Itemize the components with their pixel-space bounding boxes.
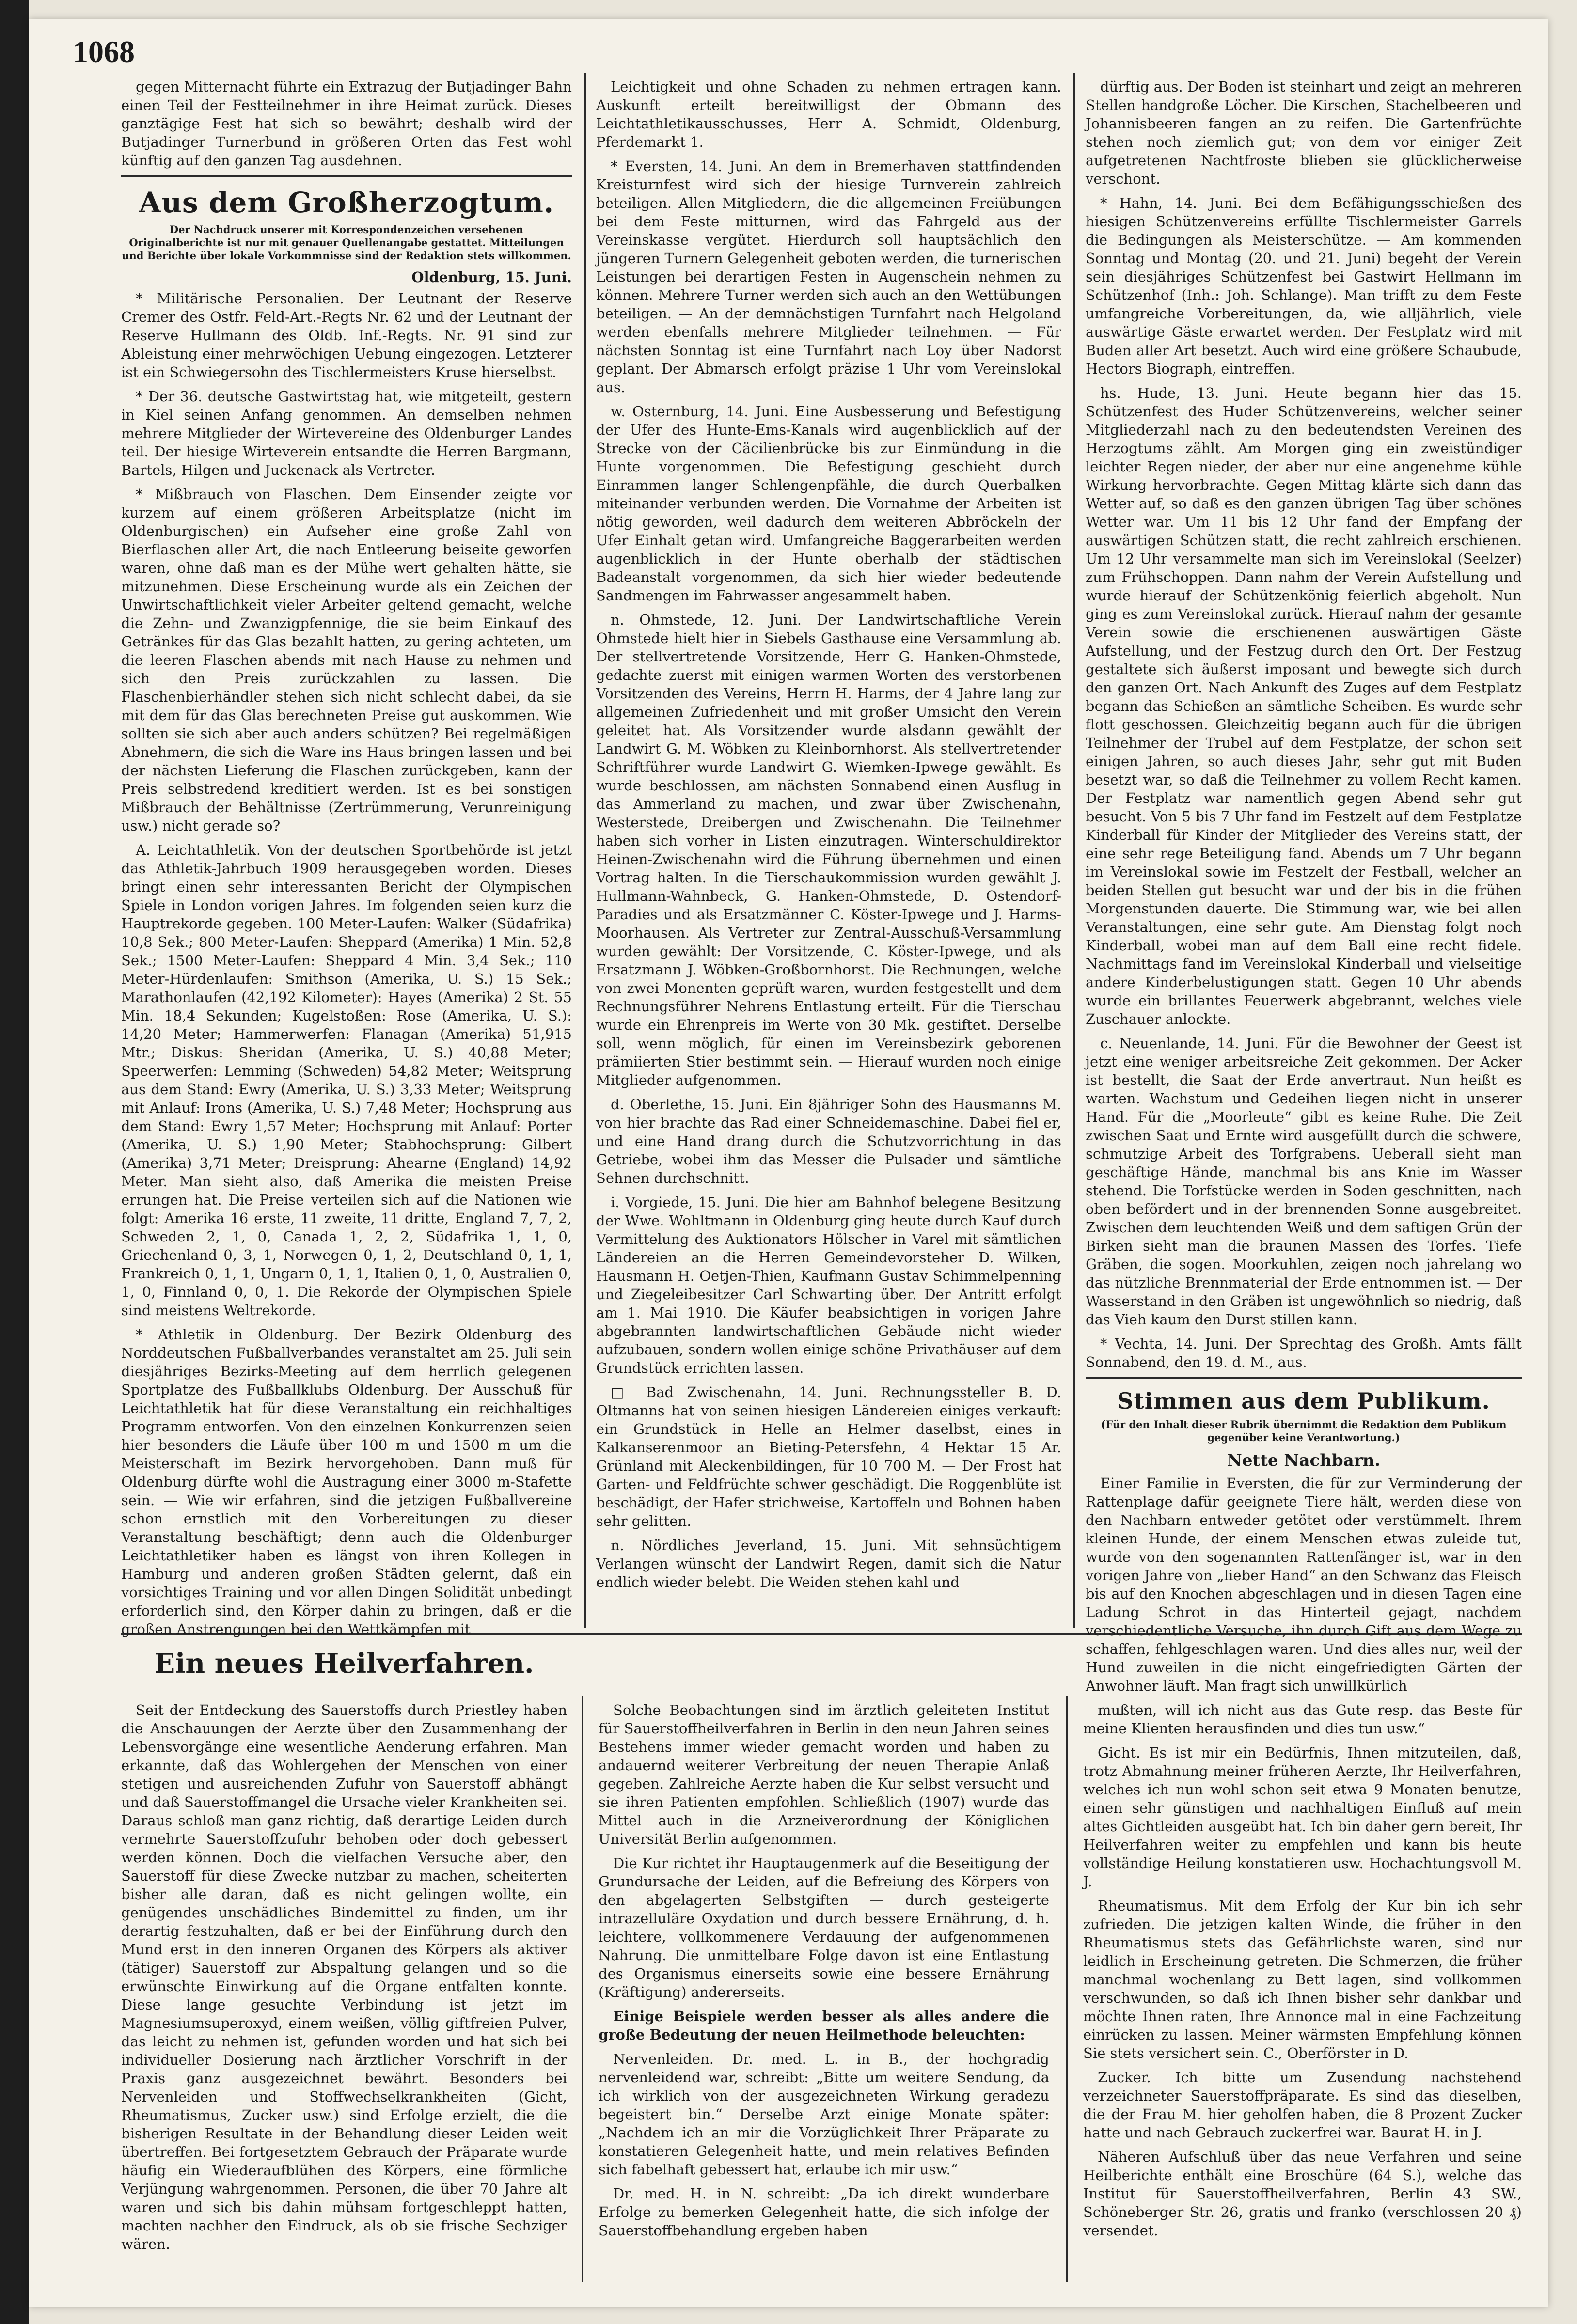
advertorial-headline: Ein neues Heilverfahren. (154, 1648, 534, 1680)
news-item: * Mißbrauch von Flaschen. Dem Einsender zeigte vor kurzem auf einem größeren Arbeitsplatze (nicht im Oldenburgischen) ein Aufseher eine große Zahl von Bierflaschen aller Art, die nach Entleerung beiseite geworfen waren, ohne daß man es der Mühe wert gehalten hätte, sie mitzunehmen. Diese Erscheinung wurde als ein Zeichen der Unwirtschaftlichkeit vieler Arbeiter geltend gemacht, welche die Zehn- und Zwanzigpfennige, die sie beim Einkauf des Getränkes für das Glas bezahlt hatten, zu gering achteten, um die leeren Flaschen abends mit nach Hause zu nehmen und sich den Preis zurückzahlen zu lassen. Die Flaschenbierhändler stehen sich nicht schlecht dabei, da sie mit dem für das Glas berechneten Preise gut auskommen. Wie sollten sie sich aber auch anders schützen? Bei regelmäßigen Abnehmern, die sich die Ware ins Haus bringen lassen und bei der nächsten Lieferung die Flaschen zurückgeben, kann der Preis selbstredend kreditiert werden. Ist es bei sonstigen Mißbrauch der Behältnisse (Zertrümmerung, Verunreinigung usw.) nicht gerade so? (121, 486, 572, 834)
advertorial-section (121, 1648, 1522, 2287)
news-item: * Der 36. deutsche Gastwirtstag hat, wie mitgeteilt, gestern in Kiel seinen Anfang genommen. An demselben nehmen mehrere Mitglieder der Wirtevereine des Oldenburger Landes teil. Der hiesige Wirteverein entsandte die Herren Bargmann, Bartels, Hilgen und Juckenack als Vertreter. (121, 388, 572, 478)
brochure-notice: Näheren Aufschluß über das neue Verfahren und seine Heilberichte enthält eine Broschüre (64 S.), welche das Institut für Sauerstoffheilverfahren, Berlin 43 SW., Schöneberger Str. 26, gratis und franko (verschlossen 20 ₰) versendet. (1083, 2149, 1522, 2239)
news-item: * Militärische Personalien. Der Leutnant der Reserve Cremer des Ostfr. Feld-Art.-Regts Nr. 62 und der Leutnant der Reserve Hullmann des Oldb. Inf.-Regts. Nr. 91 sind zur Ableistung einer mehrwöchigen Uebung eingezogen. Letzterer ist ein Schwiegersohn des Tischlermeisters Kruse hierselbst. (121, 290, 572, 380)
news-item: * Athletik in Oldenburg. Der Bezirk Oldenburg des Norddeutschen Fußballverbandes veranstaltet am 25. Juli sein diesjähriges Bezirks-Meeting auf dem herrlich gelegenen Sportplatze des Fußballklubs Oldenburg. Der Ausschuß für Leichtathletik hat für diese Veranstaltung ein reichhaltiges Programm entworfen. Von den einzelnen Konkurrenzen seien hier besonders die Läufe über 100 m und 1500 m um die Meisterschaft im Bezirk hervorgehoben. Dann muß für Oldenburg dürfte wohl die Austragung einer 3000 m-Stafette sein. — Wie wir erfahren, sind die jetzigen Fußballvereine schon ernstlich mit den Vorbereitungen zu dieser Veranstaltung beschäftigt; denn auch die Oldenburger Leichtathletiker haben es längst von ihren Kollegen in Hamburg und anderen großen Städten gelernt, daß ein vorsichtiges Training und vor allen Dingen Solidität unbedingt erforderlich sind, den Körper dahin zu bringen, daß er die großen Anstrengungen bei den Wettkämpfen mit (121, 1326, 572, 1637)
column-rule (1073, 73, 1075, 1628)
page-number: 1068 (73, 34, 135, 69)
testimonial: Dr. med. H. in N. schreibt: „Da ich direkt wunderbare Erfolge zu bemerken Gelegenheit hatte, die sich infolge der Sauerstoffbehandlung ergeben haben (599, 2185, 1049, 2239)
headline-rule (121, 175, 572, 177)
advertorial-paragraph: Solche Beobachtungen sind im ärztlich geleiteten Institut für Sauerstoffheilverfahren in Berlin in den neun Jahren seines Bestehens immer wieder gemacht worden und haben zu andauernd weiterer Verbreitung der neuen Therapie Anlaß gegeben. Zahlreiche Aerzte haben die Kur selbst versucht und sie ihren Patienten empfohlen. Schließlich (1907) wurde das Mittel auch in die Arzneiverordnung der Königlichen Universität Berlin aufgenommen. (599, 1702, 1049, 1847)
advertorial-paragraph: Seit der Entdeckung des Sauerstoffs durch Priestley haben die Anschauungen der Aerzte über den Zusammenhang der Lebensvorgänge eine wesentliche Aenderung erfahren. Man erkannte, daß das Wohlergehen der Menschen von einer stetigen und ausreichenden Zufuhr von Sauerstoff abhängt und daß Sauerstoffmangel die Ursache vieler Krankheiten sei. Daraus schloß man ganz richtig, daß derartige Leiden durch vermehrte Sauerstoffzufuhr behoben oder doch gebessert werden können. Doch die vielfachen Versuche aber, den Sauerstoff für diese Zwecke nutzbar zu machen, scheiterten bisher alle daran, daß es nicht gelingen wollte, ein genügendes unschädliches Bindemittel zu finden, um ihr derartig festzuhalten, daß er bei der Einführung durch den Mund erst in den inneren Organen des Körpers als aktiver (tätiger) Sauerstoff zur Abspaltung gelangen und so die erwünschte Einwirkung auf die Organe entfalten konnte. Diese lange gesuchte Verbindung ist jetzt im Magnesiumsuperoxyd, einem weißen, völlig giftfreien Pulver, das leicht zu nehmen ist, gefunden worden und hat sich bei individueller Dosierung nach ärztlicher Vorschrift in der Praxis ganz ausgezeichnet bewährt. Besonders bei Nervenleiden und Stoffwechselkrankheiten (Gicht, Rheumatismus, Zucker usw.) sind Erfolge erzielt, die die bisherigen Resultate in der Behandlung dieser Leiden weit übertreffen. Bei fortgesetztem Gebrauch der Präparate wurde häufig ein Wiederaufblühen des Körpers, eine förmliche Verjüngung wahrgenommen. Personen, die über 70 Jahre alt waren und sich bis dahin mühsam fortgeschleppt hatten, machten nachher den Eindruck, als ob sie frische Sechziger wären. (121, 1702, 567, 2252)
reprint-notice: Der Nachdruck unserer mit Korrespondenzeichen versehenen Originalberichte ist nur mit genauer Quellenangabe gestattet. Mitteilungen und Berichte über lokale Vorkommnisse sind der Redaktion stets willkommen. (122, 223, 571, 262)
advertorial-column-3 (1083, 1701, 1522, 2282)
column-rule (584, 73, 586, 1628)
column-rule (1066, 1696, 1068, 2282)
testimonial: Gicht. Es ist mir ein Bedürfnis, Ihnen mitzuteilen, daß, trotz Abmahnung meiner früheren Aerzte, Ihr Heilverfahren, welches ich nun wohl schon seit etwa 9 Monaten benutze, einen sehr günstigen und nachhaltigen Einfluß auf mein altes Gichtleiden ausgeübt hat. Ich bin daher gern bereit, Ihr Heilverfahren weiter zu empfehlen und kann bis heute vollständige Heilung konstatieren usw. Hochachtungsvoll M. J. (1083, 1744, 1522, 1890)
column-1 (121, 78, 572, 1637)
news-item: n. Nördliches Jeverland, 15. Juni. Mit sehnsüchtigem Verlangen wünscht der Landwirt Regen, damit sich die Natur endlich wieder belebt. Die Weiden stehen kahl und (596, 1537, 1061, 1590)
news-item: □ Bad Zwischenahn, 14. Juni. Rechnungssteller B. D. Oltmanns hat von seinen hiesigen Ländereien einiges verkauft: ein Grundstück in Helle an Helmer daselbst, eines in Kalkanserenmoor an Bieting-Petersfehn, 4 Hektar 15 Ar. Grünland mit Aleckenbildingen, für 10 700 M. — Der Frost hat Garten- und Feldfrüchte schwer geschädigt. Die Roggenblüte ist beschädigt, der Hafer strichweise, Kartoffeln und Bohnen haben sehr gelitten. (596, 1384, 1061, 1529)
advertorial-column-1 (121, 1701, 567, 2282)
testimonial: Nervenleiden. Dr. med. L. in B., der hochgradig nervenleidend war, schreibt: „Bitte um weitere Sendung, da ich wirklich von der ausgezeichneten Wirkung geradezu begeistert bin.“ Derselbe Arzt einige Monate später: „Nachdem ich an mir die Vorzüglichkeit Ihrer Präparate zu konstatieren Gelegenheit hatte, und mein relatives Befinden sich fabelhaft gebessert hat, erlaube ich mir usw.“ (599, 2051, 1049, 2178)
column-2 (596, 78, 1061, 1618)
letter-text: Einer Familie in Eversten, die für zur Verminderung der Rattenplage dafür geeignete Tiere hält, werden diese von den Nachbarn entweder getötet oder verstümmelt. Ihrem kleinen Hunde, der einem Menschen etwas zuleide tut, wurde von den sogenannten Rattenfänger ist, war in den vorigen Jahre von „lieber Hand“ an den Schwanz das Fleisch bis auf den Knochen abgeschlagen und in diesen Tagen eine Ladung Schrot in das Hinterteil gejagt, nachdem verschiedentliche Versuche, ihn durch Gift aus dem Wege zu schaffen, fehlgeschlagen waren. Und dies alles nur, weil der Hund zuweilen in die nicht eingefriedigten Gärten der Anwohner läuft. Man fragt sich unwillkürlich (1086, 1475, 1522, 1694)
stimmen-disclaimer: (Für den Inhalt dieser Rubrik übernimmt die Redaktion dem Publikum gegenüber keine Verantwortung.) (1101, 1418, 1507, 1444)
advertorial-paragraph: Einige Beispiele werden besser als alles andere die große Bedeutung der neuen Heilmethode beleuchten: (599, 2008, 1049, 2043)
news-item: * Vechta, 14. Juni. Der Sprechtag des Großh. Amts fällt Sonnabend, den 19. d. M., aus. (1086, 1335, 1522, 1370)
news-item: * Hahn, 14. Juni. Bei dem Befähigungsschießen des hiesigen Schützenvereins erfüllte Tischlermeister Garrels die Bedingungen als Meisterschütze. — Am kommenden Sonntag und Montag (20. und 21. Juni) begeht der Verein sein diesjähriges Schützenfest bei Gastwirt Hellmann im Schützenhof (Inh.: Joh. Schlange). Man trifft zu dem Feste umfangreiche Vorbereitungen, da, wie alljährlich, viele auswärtige Gäste erwartet werden. Der Festplatz wird mit Buden aller Art besetzt. Auch wird eine größere Schaubude, Hectors Biograph, eintreffen. (1086, 195, 1522, 377)
news-item: w. Osternburg, 14. Juni. Eine Ausbesserung und Befestigung der Ufer des Hunte-Ems-Kanals wird augenblicklich auf der Strecke von der Cäcilienbrücke bis zur Einmündung in die Hunte vorgenommen. Die Befestigung geschieht durch Einrammen langer Schlengenpfähle, die durch Querbalken miteinander verbunden werden. Die Vornahme der Arbeiten ist nötig geworden, weil dadurch dem weiteren Abbröckeln der Ufer Einhalt getan wird. Umfangreiche Baggerarbeiten werden augenblicklich in der Hunte oberhalb der städtischen Badeanstalt vorgenommen, da sich hier wieder bedeutende Sandmengen im Fahrwasser angesammelt haben. (596, 403, 1061, 604)
letter-title: Nette Nachbarn. (1227, 1451, 1381, 1470)
column-3 (1086, 78, 1522, 1694)
testimonial: Rheumatismus. Mit dem Erfolg der Kur bin ich sehr zufrieden. Die jetzigen kalten Winde, die früher in den Rheumatismus stets das Gefährlichste waren, sind nur leidlich in Erscheinung getreten. Die Schmerzen, die früher manchmal wochenlang zu Bett lagen, sind vollkommen verschwunden, so daß ich Ihnen bisher sehr dankbar und möchte Ihnen raten, Ihre Annonce mal in eine Fachzeitung einrücken zu lassen. Meiner wärmsten Empfehlung können Sie stets versichert sein. C., Oberförster in D. (1083, 1898, 1522, 2061)
scan-edge (0, 0, 29, 2324)
news-item: dürftig aus. Der Boden ist steinhart und zeigt an mehreren Stellen handgroße Löcher. Die Kirschen, Stachelbeeren und Johannisbeeren fangen an zu reifen. Die Gartenfrüchte stehen noch ziemlich gut; von dem vor einiger Zeit aufgetretenen Nachtfroste blieben sie glücklicherweise verschont. (1086, 79, 1522, 187)
news-item: c. Neuenlande, 14. Juni. Für die Bewohner der Geest ist jetzt eine weniger arbeitsreiche Zeit gekommen. Der Acker ist bestellt, die Saat der Erde anvertraut. Nun heißt es warten. Wachstum und Gedeihen liegen nicht in unserer Hand. Für die „Moorleute“ gibt es keine Ruhe. Die Zeit zwischen Saat und Ernte wird ausgefüllt durch die schwere, schmutzige Arbeit des Torfgrabens. Ueberall sieht man geschäftige Hände, manchmal bis ans Knie im Wasser stehend. Die Torfstücke werden in Soden geschnitten, nach oben befördert und in der brennenden Sonne ausgebreitet. Zwischen dem leuchtenden Weiß und dem saftigen Grün der Birken sieht man die braunen Massen des Torfes. Tiefe Gräben, die sogen. Moorkuhlen, zeigen noch jahrelang wo das nützliche Brennmaterial der Erde entnommen ist. — Der Wasserstand in den Gräben ist ungewöhnlich so niedrig, daß das Vieh kaum den Durst stillen kann. (1086, 1035, 1522, 1328)
column-rule (582, 1696, 583, 2282)
news-item: hs. Hude, 13. Juni. Heute begann hier das 15. Schützenfest des Huder Schützenvereins, welcher seiner Mitgliederzahl nach zu den bedeutendsten Vereinen des Herzogtums zählt. Am Morgen ging ein zweistündiger leichter Regen nieder, der aber nur eine angenehme kühle Wirkung hervorbrachte. Gegen Mittag klärte sich dann das Wetter auf, so daß es den ganzen übrigen Tag über schönes Wetter war. Um 11 bis 12 Uhr fand der Empfang der auswärtigen Schützen statt, die recht zahlreich erschienen. Um 12 Uhr versammelte man sich im Vereinslokal (Seelzer) zum Frühschoppen. Dann nahm der Verein Aufstellung und wurde hierauf der Schützenkönig feierlich abgeholt. Nun ging es zum Vereinslokal zurück. Hierauf nahm der gesamte Verein sowie die erschienenen auswärtigen Gäste Aufstellung, und der Festzug durch den Ort. Der Festzug gestaltete sich äußerst imposant und bewegte sich durch den ganzen Ort. Nach Ankunft des Zuges auf dem Festplatz begann das Schießen an sämtliche Scheiben. Es wurde sehr flott geschossen. Gleichzeitig begann auch für die übrigen Teilnehmer der Trubel auf dem Festplatze, der schon seit einigen Jahren, so auch dieses Jahr, sehr gut mit Buden besetzt war, so daß die Teilnehmer zu vollem Recht kamen. Der Festplatz war namentlich gegen Abend sehr gut besucht. Von 5 bis 7 Uhr fand im Festzelt auf dem Festplatze Kinderball für Kinder der Mitglieder des Vereins statt, der eine sehr rege Beteiligung fand. Abends um 7 Uhr begann im Vereinslokal sowie im Festzelt der Festball, welcher an beiden Stellen gut besucht war und der bis in die frühen Morgenstunden dauerte. Die Stimmung war, wie bei allen Veranstaltungen, eine sehr gute. Am Dienstag folgt noch Kinderball, wobei man auf dem Ball eine recht fidele. Nachmittags fand im Vereinslokal Kinderball und vielseitige andere Kinderbelustigungen statt. Gegen 10 Uhr abends wurde ein brillantes Feuerwerk abgebrannt, welches viele Zuschauer anlockte. (1086, 385, 1522, 1027)
news-item: Leichtigkeit und ohne Schaden zu nehmen ertragen kann. Auskunft erteilt bereitwilligst der Obmann des Leichtathletikausschusses, Herr A. Schmidt, Oldenburg, Pferdemarkt 1. (596, 79, 1061, 150)
section-headline: Aus dem Großherzogtum. (139, 186, 554, 219)
news-item: * Eversten, 14. Juni. An dem in Bremerhaven stattfindenden Kreisturnfest wird sich der hiesige Turnverein zahlreich beteiligen. Allen Mitgliedern, die die allgemeinen Freiübungen bei dem Feste mitturnen, wird das Fahrgeld aus der Vereinskasse vergütet. Hierdurch soll hauptsächlich den jüngeren Turnern Gelegenheit geboten werden, die turnerischen Leistungen bei derartigen Festen in Augenschein nehmen zu können. Mehrere Turner werden sich auch an den Wettübungen beteiligen. — An der demnächstigen Turnfahrt nach Helgoland werden ebenfalls mehrere Mitglieder teilnehmen. — Für nächsten Sonntag ist eine Turnfahrt nach Loy über Nadorst geplant. Der Abmarsch erfolgt präzise 1 Uhr vom Vereinslokal aus. (596, 158, 1061, 395)
news-item: d. Oberlethe, 15. Juni. Ein 8jähriger Sohn des Hausmanns M. von hier brachte das Rad einer Schneidemaschine. Dabei fiel er, und eine Hand drang durch die Schutzvorrichtung in das Getriebe, wobei ihm das Messer die Pulsader und sämtliche Sehnen durchschnitt. (596, 1096, 1061, 1186)
headline-rule (1086, 1377, 1522, 1379)
advertorial-paragraph: Die Kur richtet ihr Hauptaugenmerk auf die Beseitigung der Grundursache der Leiden, auf die Befreiung des Körpers von den abgelagerten Selbstgiften — durch gesteigerte intrazelluläre Oxydation und durch bessere Ernährung, d. h. leichtere, vollkommenere Verdauung der aufgenommenen Nahrung. Die unmittelbare Folge davon ist eine Entlastung des Organismus einerseits sowie eine bessere Ernährung (Kräftigung) andererseits. (599, 1855, 1049, 2000)
testimonial: mußten, will ich nicht aus das Gute resp. das Beste für meine Klienten herausfinden und dies tun usw.“ (1083, 1702, 1522, 1737)
advertorial-column-2 (599, 1701, 1049, 2282)
news-item: i. Vorgiede, 15. Juni. Die hier am Bahnhof belegene Besitzung der Wwe. Wohltmann in Oldenburg ging heute durch Kauf durch Vermittelung des Auktionators Hölscher in Varel mit sämtlichen Ländereien an die Herren Gemeindevorsteher D. Wilken, Hausmann H. Oetjen-Thien, Kaufmann Gustav Schimmelpenning und Ziegeleibesitzer Carl Schwarting über. Der Antritt erfolgt am 1. Mai 1910. Die Käufer beabsichtigen in vorigen Jahre abgebrannten landwirtschaftlichen Gebäude nicht wieder aufzubauen, sondern wollen einige schöne Privathäuser auf dem Grundstück errichten lassen. (596, 1194, 1061, 1376)
stimmen-headline: Stimmen aus dem Publikum. (1117, 1388, 1490, 1414)
testimonial: Zucker. Ich bitte um Zusendung nachstehend verzeichneter Sauerstoffpräparate. Es sind das dieselben, die der Frau M. hier geholfen haben, die 8 Prozent Zucker hatte und nach Gebrauch zuckerfrei war. Baurat H. in J. (1083, 2069, 1522, 2141)
intro-paragraph: gegen Mitternacht führte ein Extrazug der Butjadinger Bahn einen Teil der Festteilnehmer in ihre Heimat zurück. Dieses ganztägige Fest hat sich so bewährt; deshalb wird der Butjadinger Turnerbund in größeren Orten das Fest wohl künftig auf den ganzen Tag ausdehnen. (121, 79, 572, 169)
news-item: n. Ohmstede, 12. Juni. Der Landwirtschaftliche Verein Ohmstede hielt hier in Siebels Gasthause eine Versammlung ab. Der stellvertretende Vorsitzende, Herr G. Hanken-Ohmstede, gedachte zuerst mit einigen warmen Worten des verstorbenen Vorsitzenden des Vereins, Herrn H. Harms, der 4 Jahre lang zur allgemeinen Zufriedenheit und mit großer Umsicht den Verein geleitet hat. Als Vorsitzender wurde alsdann gewählt der Landwirt G. M. Wöbken zu Kleinbornhorst. Als stellvertretender Schriftführer wurde Landwirt G. Wiemken-Ipwege gewählt. Es wurde beschlossen, am nächsten Sonnabend einen Ausflug in das Ammerland zu machen, und zwar über Zwischenahn, Westerstede, Dreibergen und Zwischenahn. Die Teilnehmer haben sich vorher in Listen einzutragen. Winterschuldirektor Heinen-Zwischenahn wird die Führung übernehmen und einen Vortrag halten. In die Tierschaukommission wurden gewählt J. Hullmann-Wahnbeck, G. Hanken-Ohmstede, D. Ostendorf-Paradies und als Ersatzmänner C. Köster-Ipwege und J. Harms-Moorhausen. Als Vertreter zur Zentral-Ausschuß-Versammlung wurden gewählt: Der Vorsitzende, C. Köster-Ipwege, und als Ersatzmann J. Wöbken-Großbornhorst. Die Rechnungen, welche von zwei Monenten geprüft waren, wurden festgestellt und dem Rechnungsführer Nehrens Entlastung erteilt. Für die Tierschau wurde ein Ehrenpreis im Werte von 30 Mk. gestiftet. Derselbe soll, wenn möglich, für einen im Vereinsbezirk geborenen prämiierten Stier bestimmt sein. — Hierauf wurden noch einige Mitglieder aufgenommen. (596, 612, 1061, 1088)
news-item: A. Leichtathletik. Von der deutschen Sportbehörde ist jetzt das Athletik-Jahrbuch 1909 herausgegeben worden. Dieses bringt einen sehr interessanten Bericht der Olympischen Spiele in London vorigen Jahres. Im folgenden seien kurz die Hauptrekorde gegeben. 100 Meter-Laufen: Walker (Südafrika) 10,8 Sek.; 800 Meter-Laufen: Sheppard (Amerika) 1 Min. 52,8 Sek.; 1500 Meter-Laufen: Sheppard 4 Min. 3,4 Sek.; 110 Meter-Hürdenlaufen: Smithson (Amerika, U. S.) 15 Sek.; Marathonlaufen (42,192 Kilometer): Hayes (Amerika) 2 St. 55 Min. 18,4 Sekunden; Kugelstoßen: Rose (Amerika, U. S.): 14,20 Meter; Hammerwerfen: Flanagan (Amerika) 51,915 Mtr.; Diskus: Sheridan (Amerika, U. S.) 40,88 Meter; Speerwerfen: Lemming (Schweden) 54,82 Meter; Weitsprung aus dem Stand: Ewry (Amerika, U. S.) 3,33 Meter; Weitsprung mit Anlauf: Irons (Amerika, U. S.) 7,48 Meter; Hochsprung aus dem Stand: Ewry 1,57 Meter; Hochsprung mit Anlauf: Porter (Amerika, U. S.) 1,90 Meter; Stabhochsprung: Gilbert (Amerika) 3,71 Meter; Dreisprung: Ahearne (England) 14,92 Meter. Man sieht also, daß Amerika die meisten Preise errungen hat. Die Preise verteilen sich auf die Nationen wie folgt: Amerika 16 erste, 11 zweite, 11 dritte, England 7, 7, 2, Schweden 2, 1, 0, Canada 1, 2, 2, Südafrika 1, 1, 0, Griechenland 0, 3, 1, Norwegen 0, 1, 2, Deutschland 0, 1, 1, Frankreich 0, 1, 1, Ungarn 0, 1, 1, Italien 0, 1, 0, Australien 0, 1, 0, Finnland 0, 0, 1. Die Rekorde der Olympischen Spiele sind meistens Weltrekorde. (121, 842, 572, 1319)
dateline: Oldenburg, 15. Juni. (411, 269, 572, 285)
